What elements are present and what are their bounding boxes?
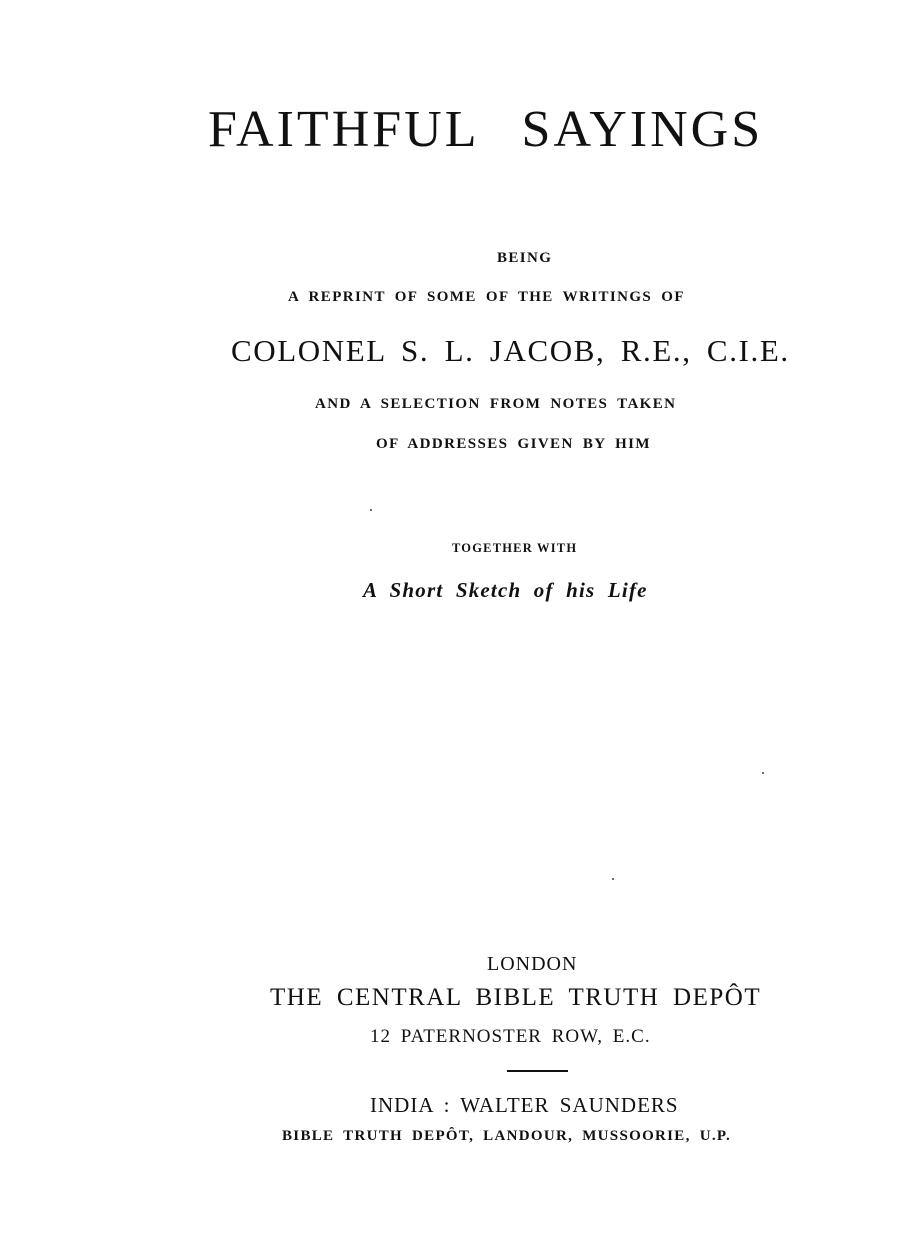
book-title: FAITHFUL SAYINGS (208, 101, 764, 158)
being-label: BEING (497, 250, 553, 266)
publisher-address: 12 PATERNOSTER ROW, E.C. (370, 1026, 651, 1047)
print-speck (762, 772, 764, 774)
india-agent-address: BIBLE TRUTH DEPÔT, LANDOUR, MUSSOORIE, U.P. (282, 1128, 732, 1144)
imprint-divider-rule (507, 1070, 568, 1072)
together-with-label: TOGETHER WITH (452, 541, 578, 555)
addresses-line: OF ADDRESSES GIVEN BY HIM (376, 436, 651, 452)
selection-line: AND A SELECTION FROM NOTES TAKEN (315, 396, 677, 412)
author-name: COLONEL S. L. JACOB, R.E., C.I.E. (231, 333, 790, 368)
short-sketch-subtitle: A Short Sketch of his Life (363, 578, 648, 602)
india-agent-line: INDIA : WALTER SAUNDERS (370, 1093, 679, 1117)
print-speck (370, 509, 372, 511)
imprint-city: LONDON (487, 953, 578, 975)
print-speck (612, 878, 614, 880)
publisher-name: THE CENTRAL BIBLE TRUTH DEPÔT (270, 984, 762, 1011)
reprint-line: A REPRINT OF SOME OF THE WRITINGS OF (288, 289, 685, 305)
